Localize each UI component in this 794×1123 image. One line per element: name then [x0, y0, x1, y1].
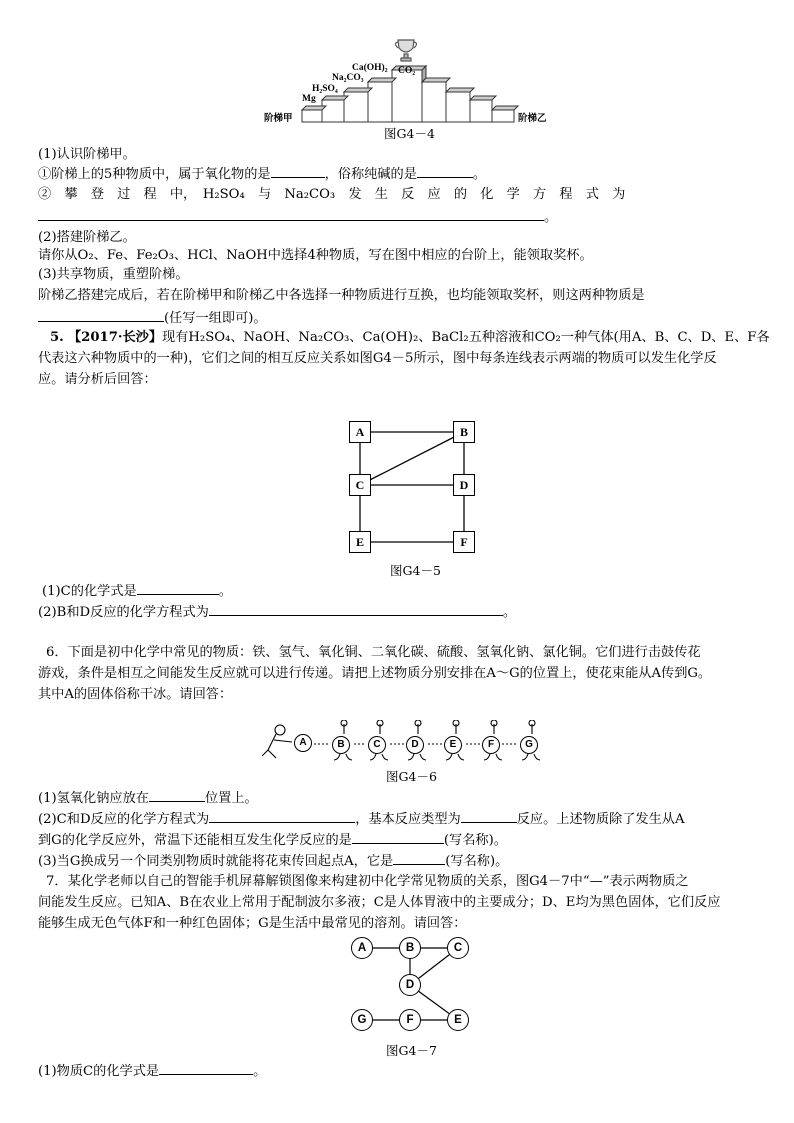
node-f: F	[399, 1009, 421, 1031]
node-b: B	[332, 736, 350, 754]
stair-co2: CO₂	[398, 66, 416, 76]
node-e: E	[444, 736, 462, 754]
q4-part3-answer: (任写一组即可)。	[38, 309, 267, 328]
node-f: F	[482, 736, 500, 754]
q4-part1-title: (1)认识阶梯甲。	[38, 147, 136, 162]
q5-line2: 代表这六种物质中的一种)，它们之间的相互反应关系如图G4－5所示，图中每条连线表示两端的物质可以发生化学反	[38, 351, 717, 366]
node-c: C	[368, 736, 386, 754]
node-e: E	[349, 531, 371, 553]
figure-caption-g4-6: 图G4－6	[386, 769, 437, 784]
answer-blank[interactable]	[149, 789, 205, 802]
q6-q1: (1)氢氧化钠应放在 位置上。	[38, 791, 258, 806]
q4-part2-text: 请你从O₂、Fe、Fe₂O₃、HCl、NaOH中选择4种物质，写在图中相应的台阶上，能领取奖杯。	[38, 248, 593, 263]
q7-q1: (1)物质C的化学式是 。	[38, 1064, 267, 1079]
figure-g4-4	[262, 36, 562, 136]
q5-line3: 应。请分析后回答：	[38, 372, 157, 387]
q4-part2-title: (2)搭建阶梯乙。	[38, 230, 136, 245]
answer-blank[interactable]	[38, 309, 164, 322]
answer-blank[interactable]	[209, 603, 503, 616]
node-d: D	[453, 474, 475, 496]
stair-h2so4: H₂SO₄	[312, 84, 338, 94]
q4-part3-title: (3)共享物质，重塑阶梯。	[38, 267, 189, 282]
q7-line2: 间能发生反应。已知A、B在农业上常用于配制波尔多液；C是人体胃液中的主要成分；D、E均为黑色固体，它们反应	[38, 895, 721, 910]
answer-blank[interactable]	[352, 831, 444, 844]
q6-line3: 其中A的固体俗称干冰。请回答：	[38, 687, 233, 702]
q6-line1: 6．下面是初中化学中常见的物质：铁、氢气、氧化铜、二氧化碳、硫酸、氢氧化钠、氯化铜。它们进行击鼓传花	[46, 645, 701, 660]
figure-caption-g4-5: 图G4－5	[390, 563, 441, 578]
answer-blank[interactable]	[137, 582, 219, 595]
stair-na2co3: Na₂CO₃	[332, 73, 364, 83]
q7-line1: 7．某化学老师以自己的智能手机屏幕解锁图像来构建初中化学常见物质的关系，图G4－7中“—”表示两物质之	[46, 874, 689, 889]
node-g: G	[520, 736, 538, 754]
figure-caption-g4-4: 图G4－4	[384, 126, 435, 141]
q4-part1-q2: ② 攀 登 过 程 中， H₂SO₄ 与 Na₂CO₃ 发 生 反 应 的 化 学 方 程 式 为	[38, 187, 626, 202]
stair-mg: Mg	[302, 94, 316, 104]
q6-q3: (3)当G换成另一个同类别物质时就能将花束传回起点A，它是 (写名称)。	[38, 854, 509, 869]
node-a: A	[351, 937, 373, 959]
node-a: A	[294, 734, 312, 752]
node-b: B	[453, 421, 475, 443]
q7-line3: 能够生成无色气体F和一种红色固体；G是生活中最常见的溶剂。请回答：	[38, 916, 467, 931]
stair-caoh2: Ca(OH)₂	[352, 63, 388, 73]
node-f: F	[453, 531, 475, 553]
answer-blank[interactable]	[271, 165, 325, 178]
node-b: B	[399, 937, 421, 959]
q6-q2: (2)C和D反应的化学方程式为 ，基本反应类型为 反应。上述物质除了发生从A	[38, 812, 685, 827]
figure-caption-g4-7: 图G4－7	[386, 1043, 437, 1058]
answer-blank[interactable]	[417, 165, 473, 178]
node-a: A	[349, 421, 371, 443]
q4-part3-text: 阶梯乙搭建完成后，若在阶梯甲和阶梯乙中各选择一种物质进行互换，也均能领取奖杯，则这两种物质是	[38, 288, 645, 303]
node-d: D	[399, 974, 421, 996]
answer-blank[interactable]	[38, 208, 544, 221]
q6-line2: 游戏，条件是相互之间能发生反应就可以进行传递。请把上述物质分别安排在A～G的位置上，使花束能从A传到G。	[38, 666, 712, 681]
q4-part1-q1: ①阶梯上的5种物质中，属于氧化物的是 ，俗称纯碱的是 。	[38, 167, 487, 182]
answer-blank[interactable]	[393, 852, 445, 865]
node-d: D	[406, 736, 424, 754]
answer-blank[interactable]	[461, 810, 517, 823]
q5-q2: (2)B和D反应的化学方程式为 。	[38, 605, 517, 620]
node-c: C	[349, 474, 371, 496]
q6-q2-cont: 到G的化学反应外，常温下还能相互发生化学反应的是 (写名称)。	[38, 833, 507, 848]
answer-blank[interactable]	[209, 810, 355, 823]
stairs-diagram	[262, 36, 562, 136]
stair-label-left: 阶梯甲	[264, 114, 293, 124]
node-e: E	[447, 1009, 469, 1031]
stair-label-right: 阶梯乙	[518, 114, 547, 124]
node-c: C	[447, 937, 469, 959]
q5-q1: (1)C的化学式是 。	[42, 584, 232, 599]
q4-part1-q2-answer: 。	[38, 208, 557, 227]
node-g: G	[351, 1009, 373, 1031]
answer-blank[interactable]	[159, 1062, 253, 1075]
q5-line1: 5. 【2017·长沙】现有H₂SO₄、NaOH、Na₂CO₃、Ca(OH)₂、BaCl₂五种溶液和CO₂一种气体(用A、B、C、D、E、F各	[50, 330, 770, 345]
trophy-icon	[396, 40, 417, 61]
